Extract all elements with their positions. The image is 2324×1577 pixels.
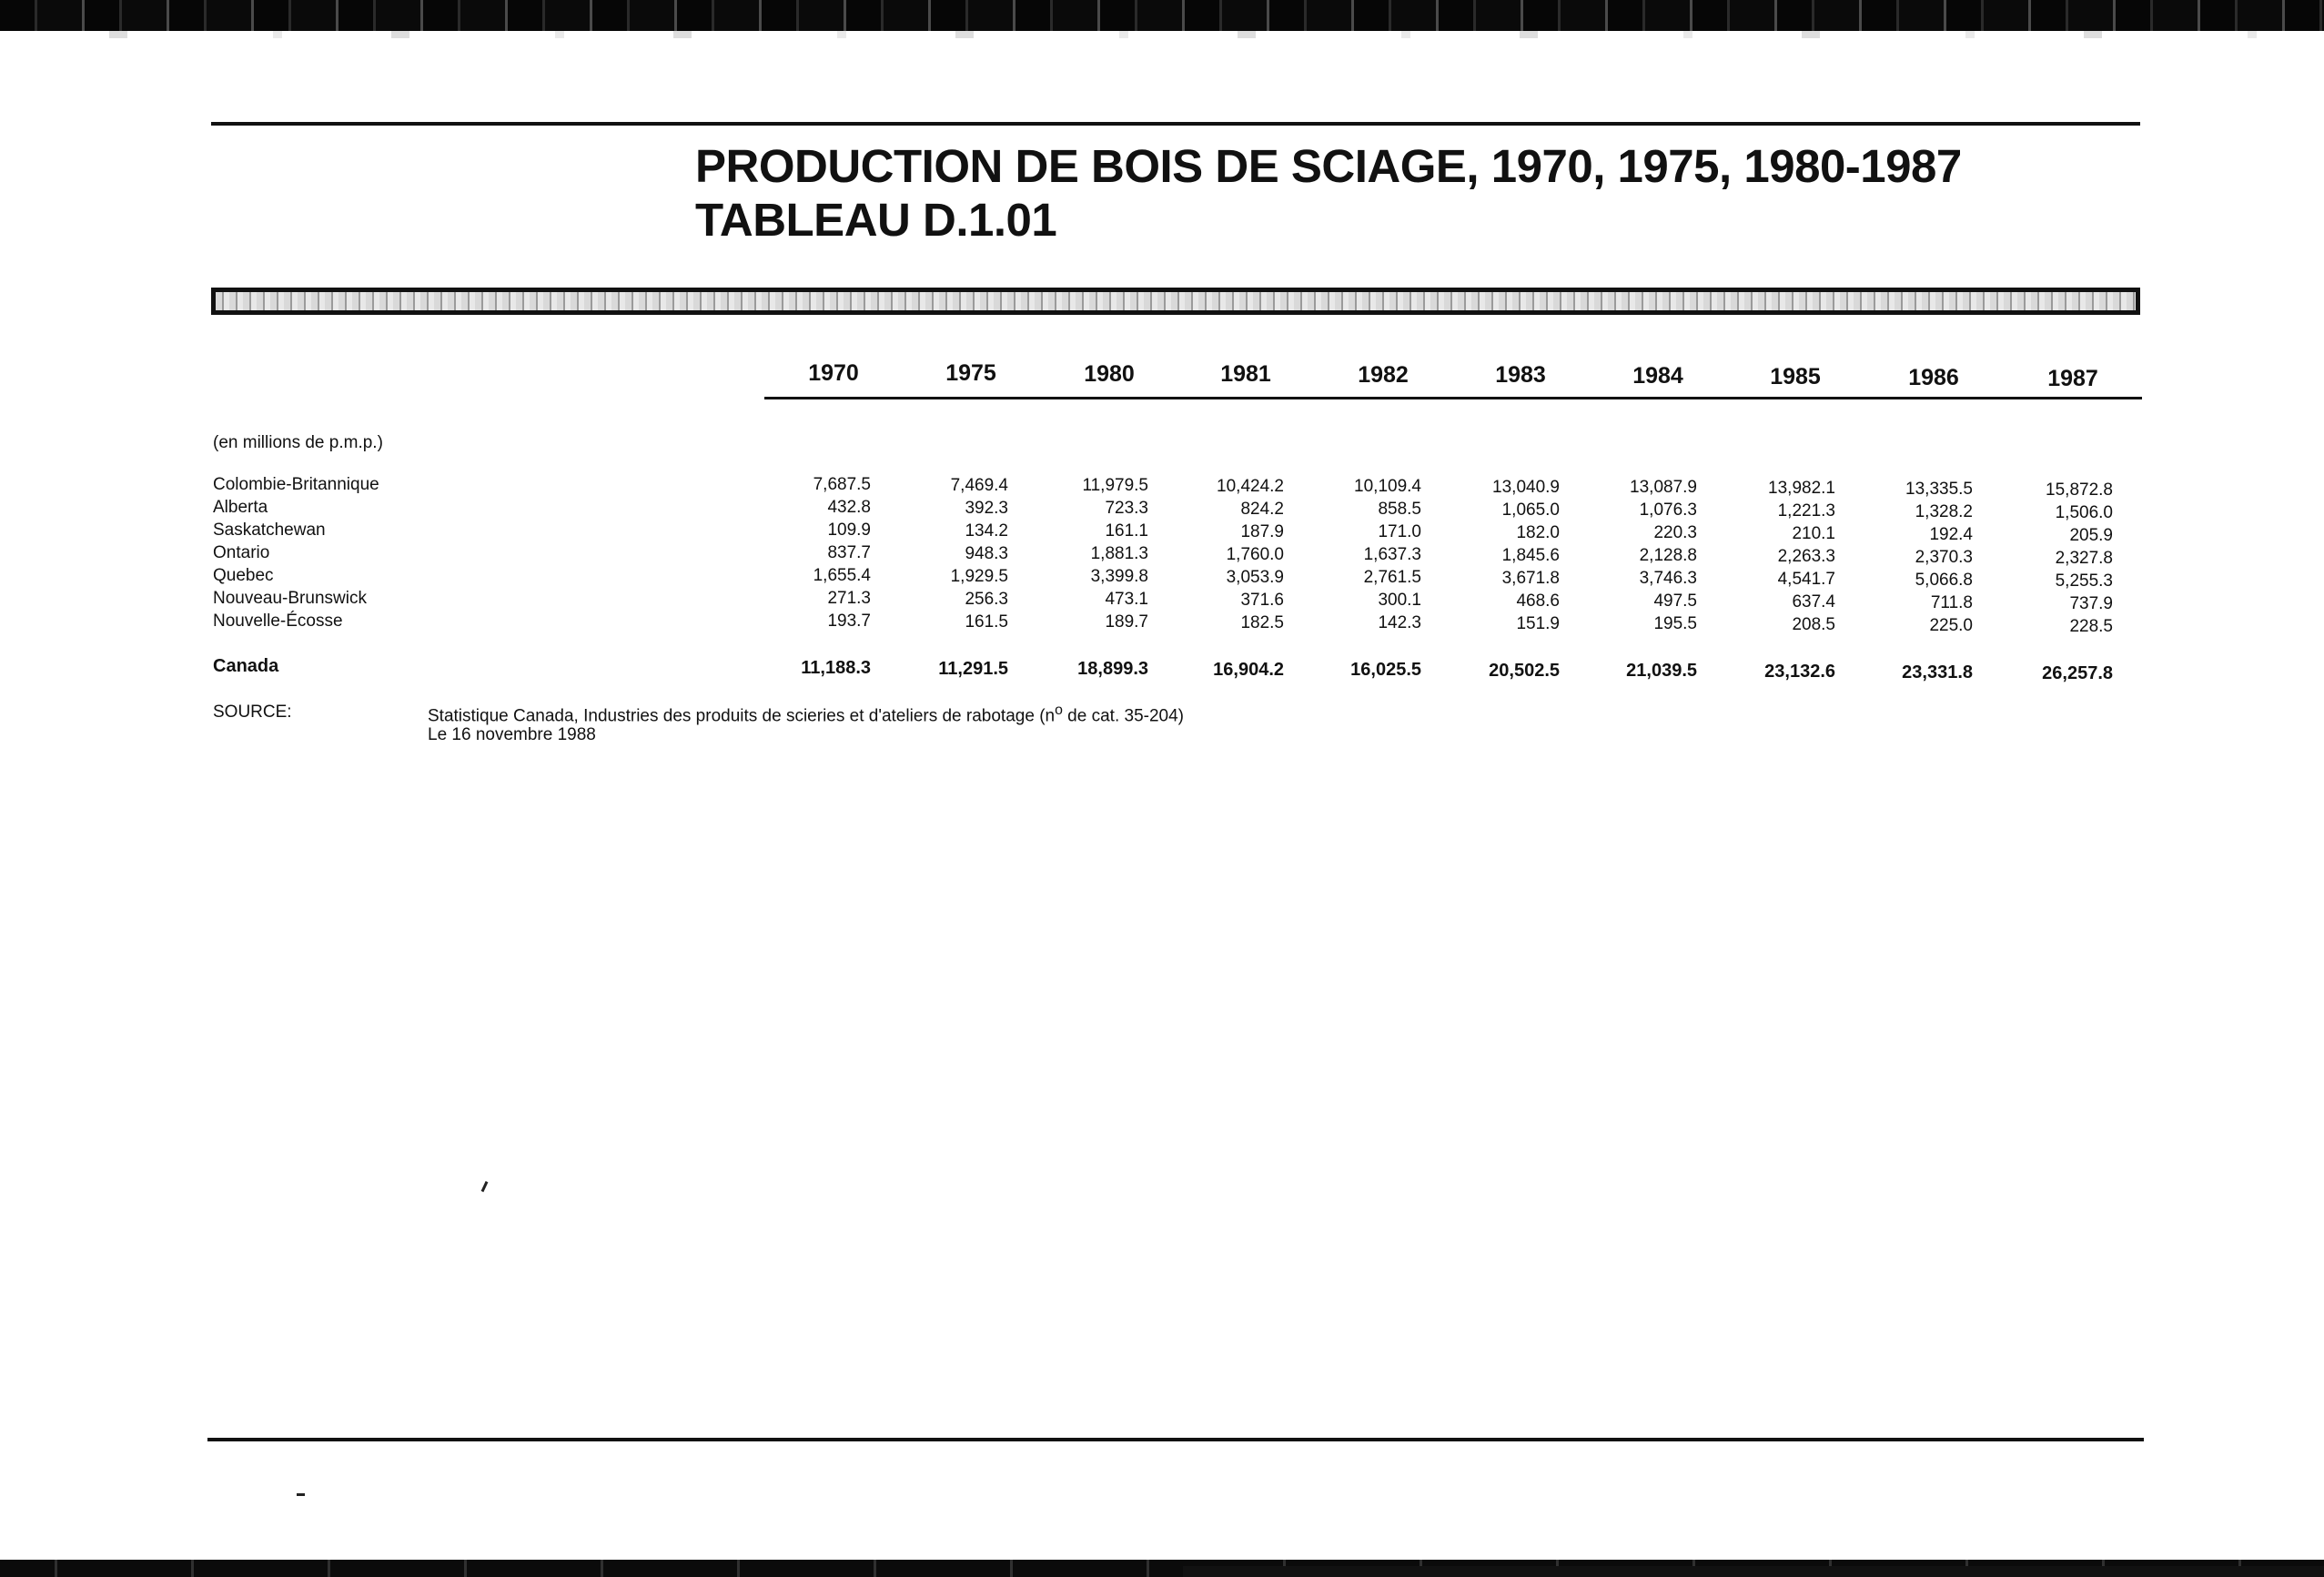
table-cell: 371.6 (1240, 591, 1284, 610)
table-cell: 192.4 (1929, 525, 1973, 544)
table-cell: 13,040.9 (1492, 478, 1560, 497)
total-cell: 21,039.5 (1626, 661, 1697, 681)
scan-speck (297, 1493, 305, 1496)
table-cell: 109.9 (827, 521, 871, 540)
table-cell: 392.3 (965, 499, 1008, 518)
total-cell: 11,291.5 (938, 659, 1008, 679)
table-cell: 10,424.2 (1217, 477, 1284, 496)
table-cell: 4,541.7 (1777, 570, 1835, 589)
table-cell: 2,761.5 (1363, 568, 1421, 587)
year-header-1986: 1986 (1908, 365, 1959, 390)
table-cell: 711.8 (1930, 593, 1973, 612)
table-cell: 1,929.5 (950, 567, 1008, 586)
table-cell: 2,128.8 (1639, 546, 1697, 565)
total-cell: 23,132.6 (1764, 662, 1835, 682)
table-cell: 1,881.3 (1090, 544, 1148, 563)
table-cell: 2,370.3 (1915, 548, 1973, 567)
table-cell: 3,053.9 (1226, 568, 1284, 587)
source-label: SOURCE: (213, 703, 292, 722)
scan-edge-top-fringe (0, 31, 2324, 38)
table-cell: 225.0 (1929, 616, 1973, 635)
header-rule (764, 397, 2142, 399)
year-header-1983: 1983 (1495, 362, 1546, 388)
table-cell: 13,982.1 (1768, 479, 1835, 498)
total-cell: 18,899.3 (1077, 659, 1148, 679)
table-cell: 220.3 (1653, 523, 1697, 542)
table-cell: 161.5 (965, 612, 1008, 632)
total-cell: 16,904.2 (1213, 660, 1284, 680)
table-cell: 948.3 (965, 544, 1008, 563)
table-cell: 1,065.0 (1501, 500, 1560, 520)
year-header-1984: 1984 (1632, 363, 1683, 389)
table-cell: 7,469.4 (950, 476, 1008, 495)
table-cell: 2,263.3 (1777, 547, 1835, 566)
unit-label: (en millions de p.m.p.) (213, 433, 383, 452)
year-header-1985: 1985 (1770, 364, 1821, 389)
table-cell: 3,399.8 (1090, 567, 1148, 586)
row-label: Colombie-Britannique (213, 475, 379, 494)
source-date: Le 16 novembre 1988 (428, 725, 596, 744)
table-cell: 210.1 (1792, 524, 1835, 543)
row-label: Alberta (213, 498, 268, 517)
total-cell: 11,188.3 (801, 658, 871, 678)
table-cell: 1,845.6 (1501, 546, 1560, 565)
table-cell: 1,076.3 (1639, 500, 1697, 520)
total-cell: 26,257.8 (2042, 663, 2113, 683)
decorative-band (211, 288, 2140, 315)
table-cell: 187.9 (1240, 522, 1284, 541)
table-cell: 837.7 (827, 543, 871, 562)
source-text-before: Statistique Canada, Industries des produits de scieries et d'ateliers de rabotage (n (428, 706, 1056, 726)
scan-speck (481, 1181, 489, 1192)
table-cell: 182.5 (1240, 613, 1284, 632)
table-cell: 189.7 (1105, 612, 1148, 632)
table-cell: 15,872.8 (2046, 480, 2113, 500)
table-cell: 858.5 (1378, 500, 1421, 519)
total-cell: 16,025.5 (1350, 660, 1421, 680)
table-cell: 1,760.0 (1226, 545, 1284, 564)
row-label: Saskatchewan (213, 521, 326, 540)
table-cell: 161.1 (1105, 521, 1148, 541)
row-label: Nouveau-Brunswick (213, 589, 367, 608)
table-cell: 824.2 (1240, 500, 1284, 519)
total-cell: 23,331.8 (1902, 662, 1973, 682)
table-cell: 5,066.8 (1915, 571, 1973, 590)
table-cell: 10,109.4 (1354, 477, 1421, 496)
table-cell: 208.5 (1792, 615, 1835, 634)
table-cell: 11,979.5 (1082, 476, 1148, 495)
table-cell: 13,335.5 (1905, 480, 1973, 499)
total-label: Canada (213, 656, 279, 676)
table-cell: 3,746.3 (1639, 569, 1697, 588)
table-cell: 432.8 (827, 498, 871, 517)
table-cell: 256.3 (965, 590, 1008, 609)
table-cell: 1,221.3 (1777, 501, 1835, 521)
table-cell: 1,506.0 (2055, 503, 2113, 522)
table-cell: 737.9 (2069, 594, 2113, 613)
table-cell: 7,687.5 (813, 475, 871, 494)
table-number: TABLEAU D.1.01 (695, 194, 1057, 246)
row-label: Ontario (213, 543, 270, 562)
table-cell: 300.1 (1378, 591, 1421, 610)
table-cell: 1,328.2 (1915, 502, 1973, 521)
page-title: PRODUCTION DE BOIS DE SCIAGE, 1970, 1975, 1980-1987 (695, 140, 1962, 192)
table-cell: 723.3 (1105, 499, 1148, 518)
table-cell: 2,327.8 (2055, 549, 2113, 568)
bottom-rule (207, 1438, 2144, 1441)
table-cell: 195.5 (1653, 614, 1697, 633)
table-cell: 142.3 (1378, 613, 1421, 632)
table-cell: 182.0 (1516, 523, 1560, 542)
year-header-1975: 1975 (945, 360, 996, 386)
table-cell: 473.1 (1105, 590, 1148, 609)
year-header-1982: 1982 (1358, 362, 1409, 388)
table-cell: 13,087.9 (1630, 478, 1697, 497)
year-header-1987: 1987 (2047, 366, 2098, 391)
scan-edge-top (0, 0, 2324, 31)
table-cell: 205.9 (2069, 526, 2113, 545)
table-cell: 134.2 (965, 521, 1008, 541)
source-citation (428, 703, 1184, 726)
table-cell: 637.4 (1792, 592, 1835, 612)
row-label: Quebec (213, 566, 274, 585)
top-rule (211, 122, 2140, 126)
source-superscript: o (1055, 703, 1063, 718)
year-header-1970: 1970 (808, 360, 859, 386)
table-cell: 271.3 (827, 589, 871, 608)
table-cell: 151.9 (1516, 614, 1560, 633)
table-cell: 3,671.8 (1501, 569, 1560, 588)
table-cell: 1,637.3 (1363, 545, 1421, 564)
table-cell: 171.0 (1378, 522, 1421, 541)
table-cell: 1,655.4 (813, 566, 871, 585)
year-header-1981: 1981 (1220, 361, 1271, 387)
table-cell: 228.5 (2069, 617, 2113, 636)
table-cell: 193.7 (827, 612, 871, 631)
row-label: Nouvelle-Écosse (213, 612, 343, 631)
scan-edge-bottom-right (1183, 1566, 2324, 1577)
source-text-after: de cat. 35-204) (1062, 706, 1184, 726)
total-cell: 20,502.5 (1489, 661, 1560, 681)
table-cell: 5,255.3 (2055, 571, 2113, 591)
year-header-1980: 1980 (1084, 361, 1135, 387)
table-cell: 497.5 (1653, 591, 1697, 611)
table-cell: 468.6 (1516, 591, 1560, 611)
